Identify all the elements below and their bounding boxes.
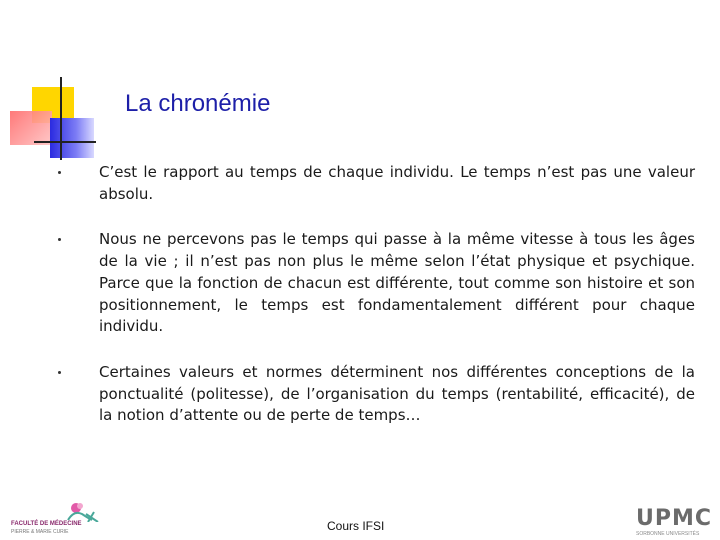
bullet-list	[55, 162, 695, 427]
decor-horizontal-line	[34, 141, 96, 143]
faculty-logo-line1: FACULTÉ DE MÉDECINE	[11, 521, 82, 527]
bullet-item	[55, 229, 695, 338]
bullet-text: C’est le rapport au temps de chaque individu. Le temps n’est pas une valeur absolu.	[99, 163, 695, 203]
upmc-logo-subtitle: SORBONNE UNIVERSITÉS	[636, 531, 700, 537]
bullet-dot-icon	[58, 238, 61, 241]
bullet-dot-icon	[58, 371, 61, 374]
bullet-item	[55, 362, 695, 427]
faculty-logo-line2: PIERRE & MARIE CURIE	[11, 529, 69, 535]
bullet-dot-icon	[58, 171, 61, 174]
slide-title: La chronémie	[125, 90, 271, 117]
upmc-logo	[636, 506, 714, 538]
decor-vertical-line	[60, 77, 62, 160]
bullet-text: Nous ne percevons pas le temps qui passe à la même vitesse à tous les âges de la vie ; il n’est pas non plus le même selon l’état physique et psychique. Parce que la fonction de chacun est différente, tout comme son histoire et son positionnement, le temps est fondamentalement différent pour chaque individu.	[99, 230, 695, 336]
bullet-item	[55, 162, 695, 205]
bullet-text: Certaines valeurs et normes déterminent nos différentes conceptions de la ponctualité (politesse), de l’organisation du temps (rentabilité, efficacité), de la notion d’attente ou de perte de temps…	[99, 362, 695, 425]
footer-text: Cours IFSI	[327, 519, 385, 533]
faculty-emblem-icon	[8, 500, 108, 522]
decor-blue-square	[50, 118, 94, 158]
decor-red-square	[10, 111, 52, 145]
faculty-logo	[8, 500, 108, 538]
upmc-logo-word: UPMC	[636, 506, 713, 531]
